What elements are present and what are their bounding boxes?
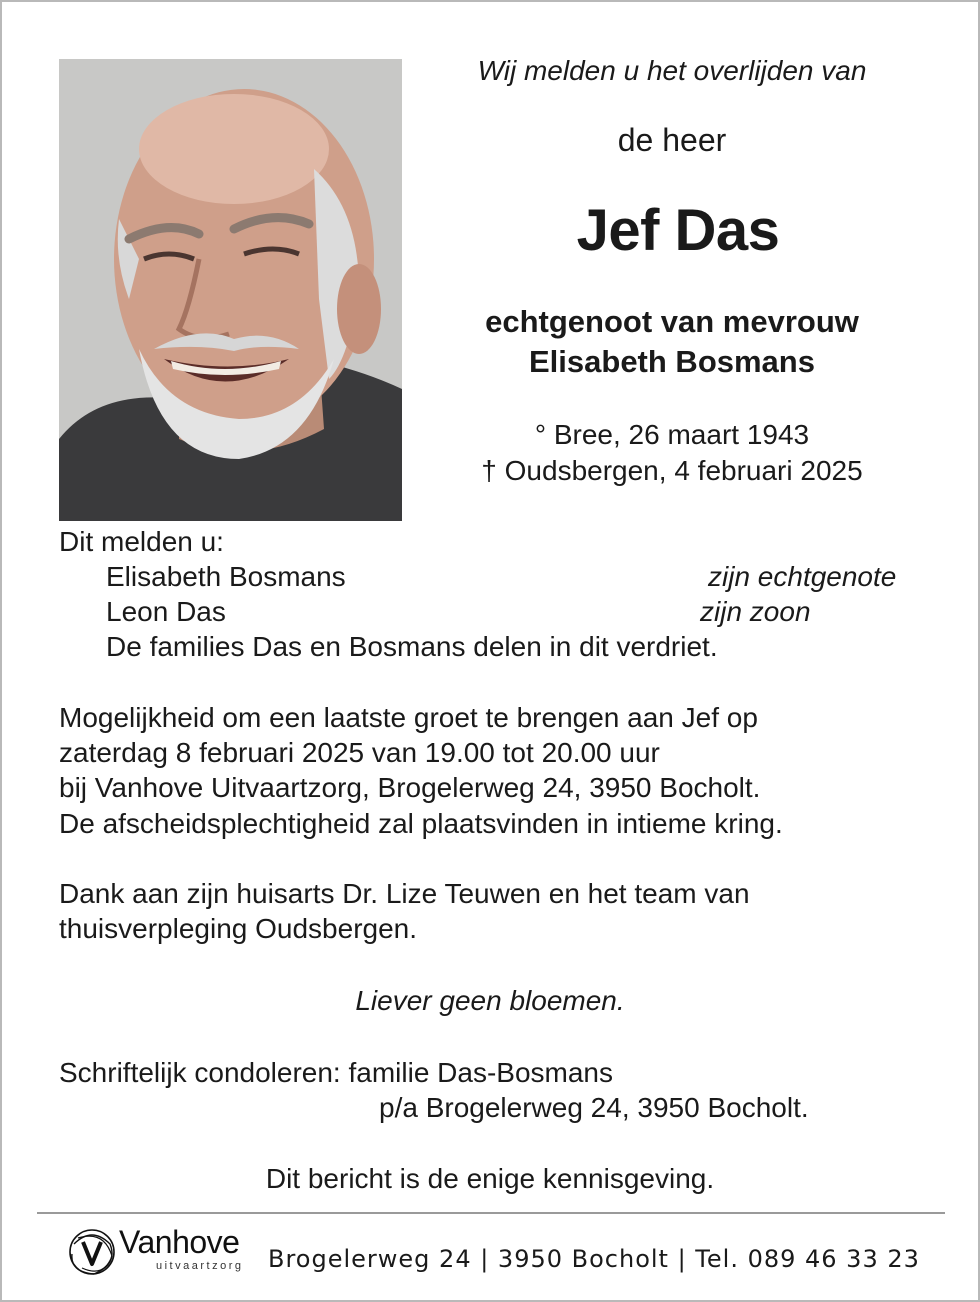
thanks-line: thuisverpleging Oudsbergen. xyxy=(59,913,418,944)
title-text: de heer xyxy=(617,122,727,158)
thanks-line: Dank aan zijn huisarts Dr. Lize Teuwen en het team van xyxy=(59,878,750,909)
death-date: † Oudsbergen, 4 februari 2025 xyxy=(481,455,863,486)
farewell-line: Mogelijkheid om een laatste groet te brengen aan Jef op xyxy=(59,702,758,733)
logo-name: Vanhove xyxy=(119,1224,240,1260)
logo-emblem-icon xyxy=(64,1224,120,1280)
logo-subtitle: uitvaartzorg xyxy=(156,1260,244,1272)
footer-address: Brogelerweg 24 | 3950 Bocholt | Tel. 089 46 33 23 xyxy=(268,1245,920,1273)
portrait-photo xyxy=(59,59,402,521)
farewell-line: bij Vanhove Uitvaartzorg, Brogelerweg 24, 3950 Bocholt. xyxy=(59,772,761,803)
spouse-line-1: echtgenoot van mevrouw xyxy=(485,304,859,339)
condolence-address: p/a Brogelerweg 24, 3950 Bocholt. xyxy=(379,1092,809,1123)
mourners-heading: Dit melden u: xyxy=(59,526,224,557)
deceased-name: Jef Das xyxy=(576,198,780,263)
condolence-line: Schriftelijk condoleren: familie Das-Bosmans xyxy=(59,1057,613,1088)
farewell-line: De afscheidsplechtigheid zal plaatsvinden in intieme kring. xyxy=(59,808,783,839)
birth-date: ° Bree, 26 maart 1943 xyxy=(534,419,810,450)
spouse-block xyxy=(402,302,942,382)
flowers-note: Liever geen bloemen. xyxy=(355,985,625,1016)
mourner-name: Elisabeth Bosmans xyxy=(106,561,346,592)
footer-divider xyxy=(37,1212,945,1214)
mourner-name: Leon Das xyxy=(106,596,226,627)
mourner-relation: zijn echtgenote xyxy=(708,561,897,592)
dates-block xyxy=(402,417,942,489)
notice-text: Dit bericht is de enige kennisgeving. xyxy=(265,1163,715,1194)
mourner-relation: zijn zoon xyxy=(700,596,811,627)
portrait-illustration xyxy=(59,59,402,521)
vanhove-logo xyxy=(64,1222,254,1282)
families-text: De families Das en Bosmans delen in dit verdriet. xyxy=(106,631,718,662)
farewell-line: zaterdag 8 februari 2025 van 19.00 tot 20.00 uur xyxy=(59,737,660,768)
intro-text: Wij melden u het overlijden van xyxy=(477,55,867,86)
spouse-name: Elisabeth Bosmans xyxy=(529,344,815,379)
